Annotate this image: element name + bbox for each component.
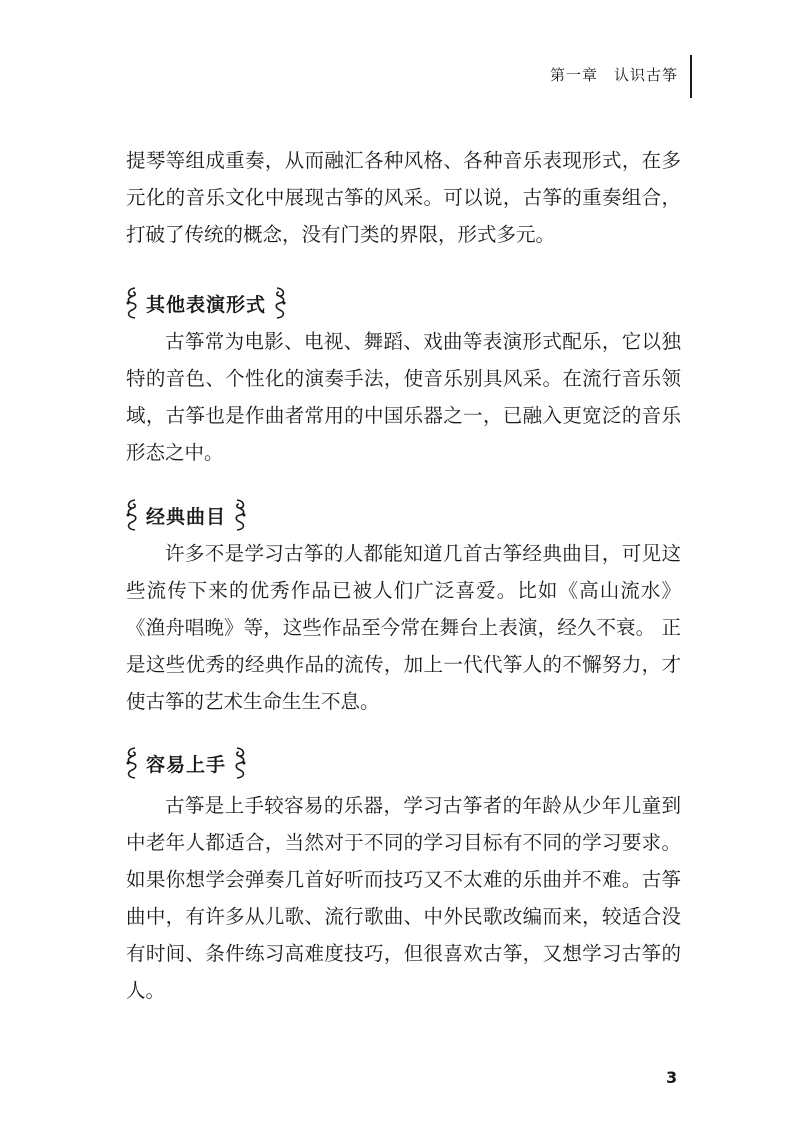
section-heading: [124, 285, 288, 321]
scroll-ornament-icon: [124, 746, 140, 780]
section-heading-text: 容易上手: [146, 753, 227, 776]
section-body: 许多不是学习古筝的人都能知道几首古筝经典曲目，可见这些流传下来的优秀作品已被人们广泛喜爱。比如《高山流水》《渔舟唱晚》等，这些作品至今常在舞台上表演，经久不衰。 正是这些优秀的经典作品的流传，加上一代代筝人的不懈努力，才使古筝的艺术生命生生不息。: [126, 542, 681, 713]
scroll-ornament-icon: [124, 286, 140, 320]
scroll-ornament-icon: [232, 746, 248, 780]
paragraph-continued: 提琴等组成重奏，从而融汇各种风格、各种音乐表现形式，在多元化的音乐文化中展现古筝的风采。可以说，古筝的重奏组合，打破了传统的概念，没有门类的界限，形式多元。: [126, 149, 681, 246]
scroll-ornament-icon: [272, 286, 288, 320]
section-heading: [124, 497, 248, 533]
running-head: 第一章 认识古筝: [549, 66, 678, 84]
scroll-ornament-icon: [232, 498, 248, 532]
section-heading: [124, 745, 248, 781]
section-body: 古筝是上手较容易的乐器，学习古筝者的年龄从少年儿童到中老年人都适合，当然对于不同的学习目标有不同的学习要求。如果你想学会弹奏几首好听而技巧又不太难的乐曲并不难。古筝曲中，有许多从儿歌、流行歌曲、中外民歌改编而来，较适合没有时间、条件练习高难度技巧，但很喜欢古筝，又想学习古筝的人。: [126, 794, 681, 1002]
running-head-rule: [690, 55, 692, 98]
scroll-ornament-icon: [124, 498, 140, 532]
section-heading-text: 经典曲目: [146, 505, 227, 528]
section-body: 古筝常为电影、电视、舞蹈、戏曲等表演形式配乐，它以独特的音色、个性化的演奏手法，使音乐别具风采。在流行音乐领域，古筝也是作曲者常用的中国乐器之一，已融入更宽泛的音乐形态之中。: [126, 330, 681, 464]
section-heading-text: 其他表演形式: [146, 293, 267, 316]
page-number: 3: [666, 1068, 678, 1087]
